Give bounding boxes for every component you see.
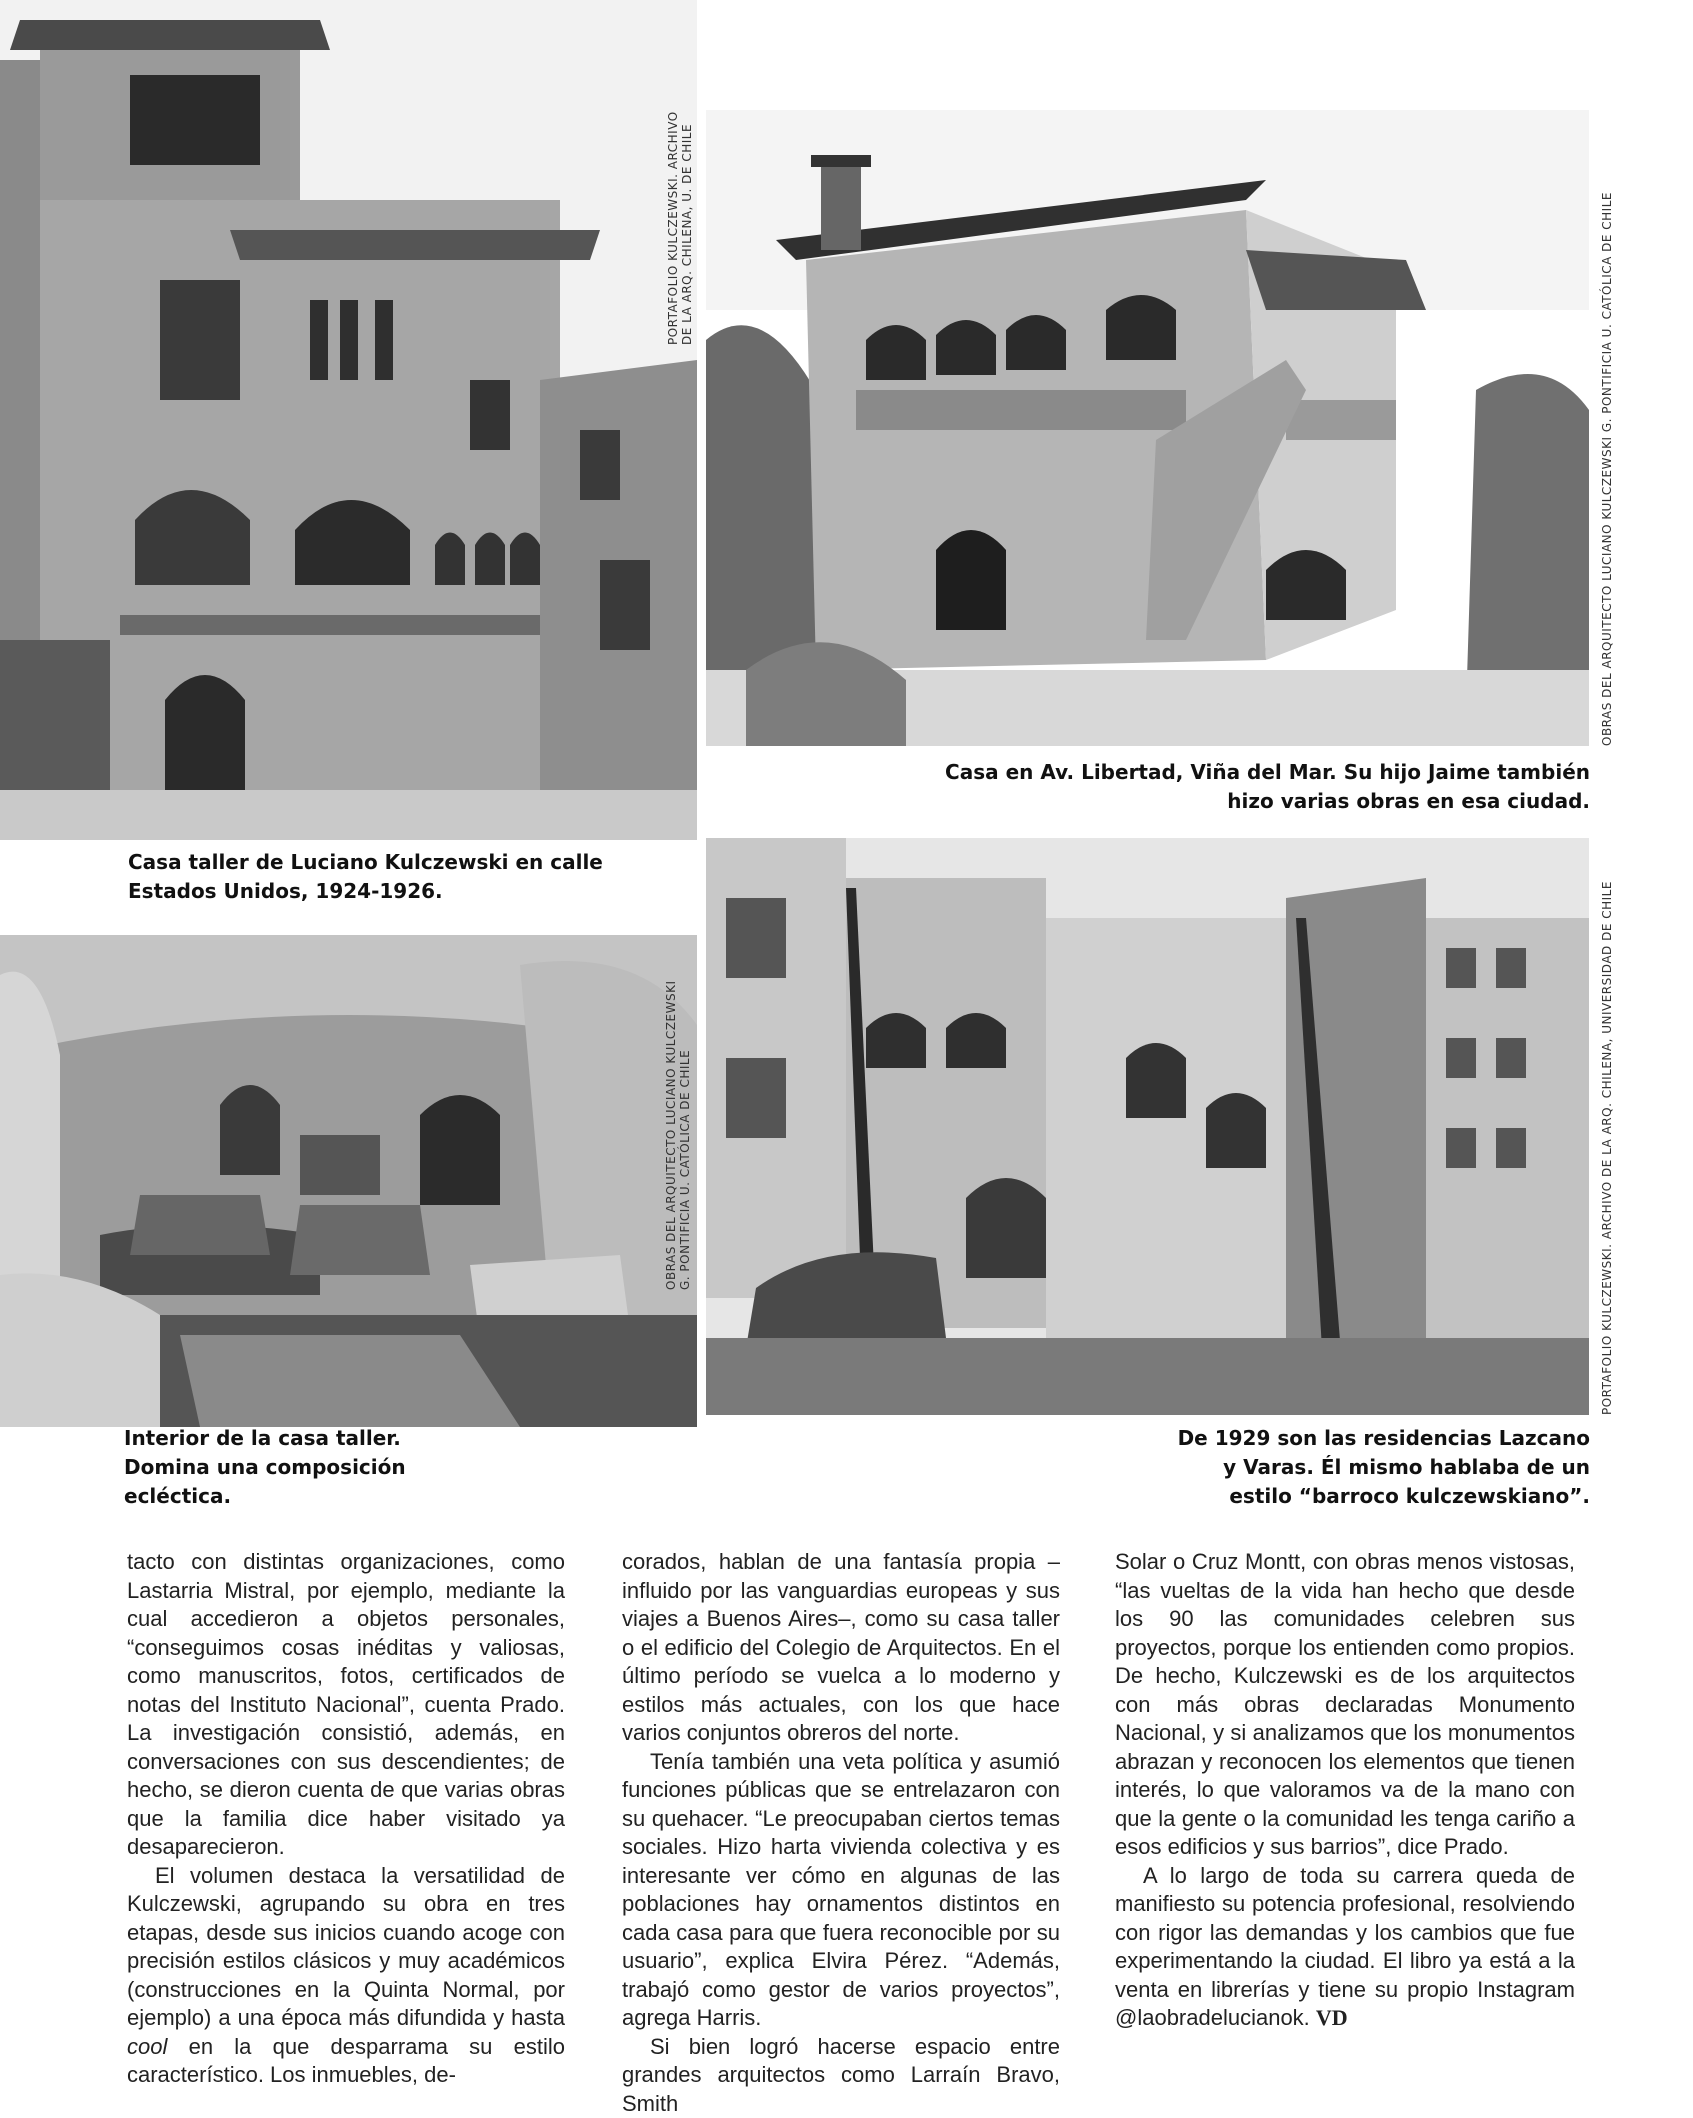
photo-credit-top-left: PORTAFOLIO KULCZEWSKI. ARCHIVO DE LA ARQ. CHILENA, U. DE CHILE: [666, 111, 694, 345]
magazine-signature: VD: [1316, 2005, 1348, 2030]
article-column-3: [1115, 1548, 1575, 2033]
article-column-1: [127, 1548, 565, 2090]
photo-credit-bottom-right: PORTAFOLIO KULCZEWSKI. ARCHIVO DE LA ARQ. CHILENA, UNIVERSIDAD DE CHILE: [1600, 881, 1614, 1415]
caption-bottom-right: De 1929 son las residencias Lazcano y Varas. Él mismo hablaba de un estilo “barroco kulczewskiano”.: [1170, 1424, 1590, 1511]
photo-interior-casa-taller: [0, 935, 697, 1427]
article-paragraph: El volumen destaca la versatilidad de Kulczewski, agrupando su obra en tres etapas, desde sus inicios cuando acoge con precisión estilos clásicos y muy académicos (construcciones en la Quinta Normal, por ejemplo) a una época más difundida y hasta cool en la que desparrama su estilo característico. Los inmuebles, de-: [127, 1862, 565, 2090]
article-paragraph: Solar o Cruz Montt, con obras menos vistosas, “las vueltas de la vida han hecho que desde los 90 las comunidades celebren sus proyectos, porque los entienden como propios. De hecho, Kulczewski es de los arquitectos con más obras declaradas Monumento Nacional, y si analizamos que los monumentos abrazan y reconocen los elementos que tienen interés, lo que valoramos va de la mano con que la gente o la comunidad les tenga cariño a esos edificios y sus barrios”, dice Prado.: [1115, 1548, 1575, 1862]
caption-top-left: Casa taller de Luciano Kulczewski en calle Estados Unidos, 1924-1926.: [128, 848, 628, 906]
caption-top-right: Casa en Av. Libertad, Viña del Mar. Su hijo Jaime también hizo varias obras en esa ciudad.: [918, 758, 1590, 816]
caption-bottom-left: Interior de la casa taller. Domina una composición ecléctica.: [124, 1424, 484, 1511]
photo-credit-top-right: OBRAS DEL ARQUITECTO LUCIANO KULCZEWSKI G. PONTIFICIA U. CATÓLICA DE CHILE: [1600, 192, 1614, 746]
article-paragraph: tacto con distintas organizaciones, como Lastarria Mistral, por ejemplo, mediante la cual accedieron a objetos personales, “conseguimos cosas inéditas y valiosas, como manuscritos, fotos, certificados de notas del Instituto Nacional”, cuenta Prado. La investigación consistió, además, en conversaciones con sus descendientes; de hecho, se dieron cuenta de que varias obras que la familia dice haber visitado ya desaparecieron.: [127, 1548, 565, 1862]
article-paragraph: Tenía también una veta política y asumió funciones públicas que se entrelazaron con su quehacer. “Le preocupaban ciertos temas sociales. Hizo harta vivienda colectiva y es interesante ver cómo en algunas de las poblaciones hay ornamentos distintos en cada casa para que fuera reconocible por su usuario”, explica Elvira Pérez. “Además, trabajó como gestor de varios proyectos”, agrega Harris.: [622, 1748, 1060, 2033]
article-paragraph: Si bien logró hacerse espacio entre grandes arquitectos como Larraín Bravo, Smith: [622, 2033, 1060, 2118]
photo-casa-taller-exterior: [0, 0, 697, 840]
article-paragraph: corados, hablan de una fantasía propia –influido por las vanguardias europeas y sus viajes a Buenos Aires–, como su casa taller o el edificio del Colegio de Arquitectos. En el último período se vuelca a lo moderno y estilos más actuales, con los que hace varios conjuntos obreros del norte.: [622, 1548, 1060, 1748]
photo-casa-av-libertad: [706, 110, 1589, 746]
photo-residencias-lazcano-varas: [706, 838, 1589, 1415]
article-paragraph: A lo largo de toda su carrera queda de manifiesto su potencia profesional, resolviendo con rigor las demandas y los cambios que fue experimentando la ciudad. El libro ya está a la venta en librerías y tiene su propio Instagram @laobradelucianok. VD: [1115, 1862, 1575, 2033]
photo-credit-bottom-left: OBRAS DEL ARQUITECTO LUCIANO KULCZEWSKI G. PONTIFICIA U. CATÓLICA DE CHILE: [664, 980, 692, 1290]
article-column-2: [622, 1548, 1060, 2118]
